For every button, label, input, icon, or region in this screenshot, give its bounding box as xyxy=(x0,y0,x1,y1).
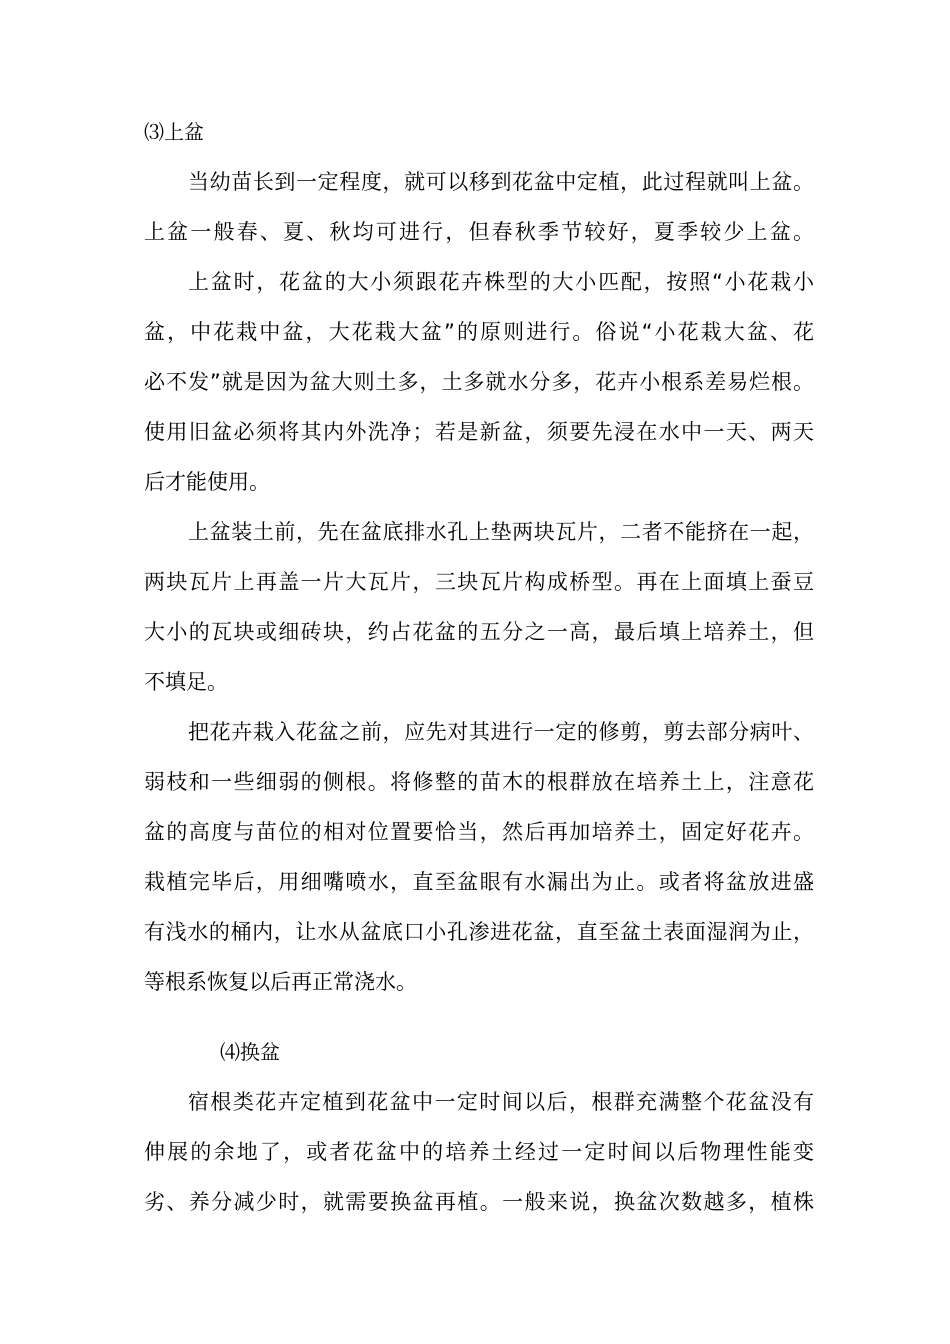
paragraph-line: 宿根类花卉定植到花盆中一定时间以后，根群充满整个花盆没有 xyxy=(188,1090,814,1114)
paragraph-line: 大小的瓦块或细砖块，约占花盆的五分之一高，最后填上培养土，但 xyxy=(144,620,814,644)
section-heading-3: ⑶上盆 xyxy=(144,120,204,144)
paragraph-line: 栽植完毕后，用细嘴喷水，直至盆眼有水漏出为止。或者将盆放进盛 xyxy=(144,870,814,894)
paragraph-line: 盆，中花栽中盆，大花栽大盆”的原则进行。俗说“小花栽大盆、花 xyxy=(144,320,814,344)
section-heading-4: ⑷换盆 xyxy=(220,1040,280,1064)
paragraph-line: 上盆时，花盆的大小须跟花卉株型的大小匹配，按照“小花栽小 xyxy=(188,270,814,294)
paragraph-line: 上盆装土前，先在盆底排水孔上垫两块瓦片，二者不能挤在一起， xyxy=(188,520,814,544)
paragraph-line: 必不发”就是因为盆大则土多，土多就水分多，花卉小根系差易烂根。 xyxy=(144,370,814,394)
paragraph-line: 等根系恢复以后再正常浇水。 xyxy=(144,970,417,994)
paragraph-line: 不填足。 xyxy=(144,670,228,694)
paragraph-line: 当幼苗长到一定程度，就可以移到花盆中定植，此过程就叫上盆。 xyxy=(188,170,814,194)
paragraph-line: 上盆一般春、夏、秋均可进行，但春秋季节较好，夏季较少上盆。 xyxy=(144,220,814,244)
paragraph-line: 劣、养分减少时，就需要换盆再植。一般来说，换盆次数越多，植株 xyxy=(144,1190,814,1214)
paragraph-line: 后才能使用。 xyxy=(144,470,270,494)
paragraph-line: 弱枝和一些细弱的侧根。将修整的苗木的根群放在培养土上，注意花 xyxy=(144,770,814,794)
paragraph-line: 把花卉栽入花盆之前，应先对其进行一定的修剪，剪去部分病叶、 xyxy=(188,720,814,744)
paragraph-line: 两块瓦片上再盖一片大瓦片，三块瓦片构成桥型。再在上面填上蚕豆 xyxy=(144,570,814,594)
paragraph-line: 伸展的余地了，或者花盆中的培养土经过一定时间以后物理性能变 xyxy=(144,1140,814,1164)
paragraph-line: 有浅水的桶内，让水从盆底口小孔渗进花盆，直至盆土表面湿润为止， xyxy=(144,920,814,944)
paragraph-line: 使用旧盆必须将其内外洗净；若是新盆，须要先浸在水中一天、两天 xyxy=(144,420,814,444)
paragraph-line: 盆的高度与苗位的相对位置要恰当，然后再加培养土，固定好花卉。 xyxy=(144,820,814,844)
